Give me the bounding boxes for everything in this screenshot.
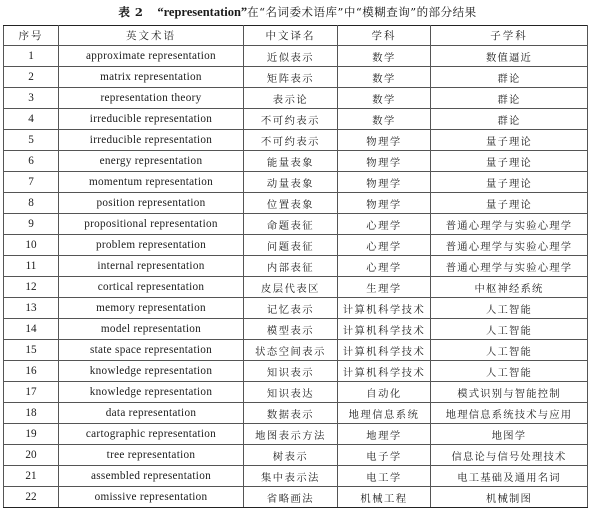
english-term-cell: memory representation bbox=[59, 298, 244, 319]
subject-cell: 生理学 bbox=[338, 277, 431, 298]
subfield-cell: 模式识别与智能控制 bbox=[431, 382, 588, 403]
table-row bbox=[4, 88, 588, 109]
subfield-cell: 普通心理学与实验心理学 bbox=[431, 256, 588, 277]
subject-cell: 电子学 bbox=[338, 445, 431, 466]
subject-cell: 心理学 bbox=[338, 235, 431, 256]
table-row bbox=[4, 130, 588, 151]
table-row bbox=[4, 403, 588, 424]
chinese-name-cell: 不可约表示 bbox=[244, 130, 338, 151]
results-table bbox=[3, 25, 588, 508]
header-english-term: 英文术语 bbox=[59, 26, 244, 46]
subject-cell: 计算机科学技术 bbox=[338, 319, 431, 340]
english-term-cell: propositional representation bbox=[59, 214, 244, 235]
subject-cell: 地理学 bbox=[338, 424, 431, 445]
header-index: 序号 bbox=[4, 26, 59, 46]
table-row bbox=[4, 214, 588, 235]
chinese-name-cell: 模型表示 bbox=[244, 319, 338, 340]
subfield-cell: 人工智能 bbox=[431, 361, 588, 382]
chinese-name-cell: 矩阵表示 bbox=[244, 67, 338, 88]
subfield-cell: 量子理论 bbox=[431, 151, 588, 172]
subject-cell: 物理学 bbox=[338, 193, 431, 214]
table-row bbox=[4, 361, 588, 382]
subfield-cell: 量子理论 bbox=[431, 130, 588, 151]
row-index-cell: 7 bbox=[4, 172, 59, 193]
subfield-cell: 普通心理学与实验心理学 bbox=[431, 214, 588, 235]
chinese-name-cell: 数据表示 bbox=[244, 403, 338, 424]
subject-cell: 物理学 bbox=[338, 172, 431, 193]
subject-cell: 机械工程 bbox=[338, 487, 431, 508]
header-chinese-name: 中文译名 bbox=[244, 26, 338, 46]
english-term-cell: data representation bbox=[59, 403, 244, 424]
english-term-cell: energy representation bbox=[59, 151, 244, 172]
table-row bbox=[4, 67, 588, 88]
chinese-name-cell: 内部表征 bbox=[244, 256, 338, 277]
row-index-cell: 2 bbox=[4, 67, 59, 88]
chinese-name-cell: 集中表示法 bbox=[244, 466, 338, 487]
table-row bbox=[4, 319, 588, 340]
table-row bbox=[4, 235, 588, 256]
table-body bbox=[4, 46, 588, 508]
table-row bbox=[4, 424, 588, 445]
row-index-cell: 3 bbox=[4, 88, 59, 109]
chinese-name-cell: 皮层代表区 bbox=[244, 277, 338, 298]
table-row bbox=[4, 193, 588, 214]
chinese-name-cell: 近似表示 bbox=[244, 46, 338, 67]
header-subject: 学科 bbox=[338, 26, 431, 46]
english-term-cell: cartographic representation bbox=[59, 424, 244, 445]
english-term-cell: tree representation bbox=[59, 445, 244, 466]
row-index-cell: 15 bbox=[4, 340, 59, 361]
row-index-cell: 10 bbox=[4, 235, 59, 256]
subject-cell: 物理学 bbox=[338, 130, 431, 151]
header-row bbox=[4, 26, 588, 46]
row-index-cell: 11 bbox=[4, 256, 59, 277]
row-index-cell: 13 bbox=[4, 298, 59, 319]
subfield-cell: 群论 bbox=[431, 67, 588, 88]
subject-cell: 数学 bbox=[338, 109, 431, 130]
chinese-name-cell: 状态空间表示 bbox=[244, 340, 338, 361]
chinese-name-cell: 位置表象 bbox=[244, 193, 338, 214]
row-index-cell: 4 bbox=[4, 109, 59, 130]
subject-cell: 心理学 bbox=[338, 214, 431, 235]
table-row bbox=[4, 340, 588, 361]
subject-cell: 数学 bbox=[338, 67, 431, 88]
subfield-cell: 数值逼近 bbox=[431, 46, 588, 67]
english-term-cell: matrix representation bbox=[59, 67, 244, 88]
english-term-cell: omissive representation bbox=[59, 487, 244, 508]
row-index-cell: 12 bbox=[4, 277, 59, 298]
table-row bbox=[4, 487, 588, 508]
subject-cell: 地理信息系统 bbox=[338, 403, 431, 424]
chinese-name-cell: 省略画法 bbox=[244, 487, 338, 508]
subfield-cell: 量子理论 bbox=[431, 193, 588, 214]
row-index-cell: 22 bbox=[4, 487, 59, 508]
row-index-cell: 5 bbox=[4, 130, 59, 151]
subject-cell: 物理学 bbox=[338, 151, 431, 172]
row-index-cell: 19 bbox=[4, 424, 59, 445]
table-row bbox=[4, 256, 588, 277]
caption-text: 在“名词委术语库”中“模糊查询”的部分结果 bbox=[247, 5, 477, 19]
english-term-cell: representation theory bbox=[59, 88, 244, 109]
subject-cell: 计算机科学技术 bbox=[338, 361, 431, 382]
english-term-cell: knowledge representation bbox=[59, 382, 244, 403]
row-index-cell: 6 bbox=[4, 151, 59, 172]
subfield-cell: 地理信息系统技术与应用 bbox=[431, 403, 588, 424]
table-row bbox=[4, 445, 588, 466]
row-index-cell: 14 bbox=[4, 319, 59, 340]
subfield-cell: 群论 bbox=[431, 109, 588, 130]
row-index-cell: 21 bbox=[4, 466, 59, 487]
subfield-cell: 机械制图 bbox=[431, 487, 588, 508]
subject-cell: 数学 bbox=[338, 88, 431, 109]
subfield-cell: 中枢神经系统 bbox=[431, 277, 588, 298]
subfield-cell: 普通心理学与实验心理学 bbox=[431, 235, 588, 256]
english-term-cell: irreducible representation bbox=[59, 130, 244, 151]
table-number: 表 2 bbox=[118, 5, 144, 19]
chinese-name-cell: 命题表征 bbox=[244, 214, 338, 235]
table-row bbox=[4, 277, 588, 298]
chinese-name-cell: 知识表示 bbox=[244, 361, 338, 382]
subfield-cell: 量子理论 bbox=[431, 172, 588, 193]
chinese-name-cell: 不可约表示 bbox=[244, 109, 338, 130]
table-caption bbox=[0, 2, 591, 22]
table-row bbox=[4, 151, 588, 172]
english-term-cell: state space representation bbox=[59, 340, 244, 361]
chinese-name-cell: 地图表示方法 bbox=[244, 424, 338, 445]
subject-cell: 计算机科学技术 bbox=[338, 340, 431, 361]
english-term-cell: position representation bbox=[59, 193, 244, 214]
subfield-cell: 群论 bbox=[431, 88, 588, 109]
table-row bbox=[4, 382, 588, 403]
subject-cell: 电工学 bbox=[338, 466, 431, 487]
caption-term: “representation” bbox=[157, 4, 248, 19]
row-index-cell: 18 bbox=[4, 403, 59, 424]
subfield-cell: 人工智能 bbox=[431, 298, 588, 319]
chinese-name-cell: 能量表象 bbox=[244, 151, 338, 172]
table-row bbox=[4, 298, 588, 319]
english-term-cell: assembled representation bbox=[59, 466, 244, 487]
subject-cell: 计算机科学技术 bbox=[338, 298, 431, 319]
english-term-cell: cortical representation bbox=[59, 277, 244, 298]
subfield-cell: 信息论与信号处理技术 bbox=[431, 445, 588, 466]
table-row bbox=[4, 172, 588, 193]
row-index-cell: 16 bbox=[4, 361, 59, 382]
header-subfield: 子学科 bbox=[431, 26, 588, 46]
subfield-cell: 人工智能 bbox=[431, 340, 588, 361]
subject-cell: 心理学 bbox=[338, 256, 431, 277]
english-term-cell: momentum representation bbox=[59, 172, 244, 193]
subfield-cell: 电工基础及通用名词 bbox=[431, 466, 588, 487]
english-term-cell: knowledge representation bbox=[59, 361, 244, 382]
chinese-name-cell: 表示论 bbox=[244, 88, 338, 109]
chinese-name-cell: 动量表象 bbox=[244, 172, 338, 193]
english-term-cell: model representation bbox=[59, 319, 244, 340]
row-index-cell: 8 bbox=[4, 193, 59, 214]
subfield-cell: 人工智能 bbox=[431, 319, 588, 340]
subject-cell: 数学 bbox=[338, 46, 431, 67]
row-index-cell: 17 bbox=[4, 382, 59, 403]
english-term-cell: irreducible representation bbox=[59, 109, 244, 130]
chinese-name-cell: 树表示 bbox=[244, 445, 338, 466]
row-index-cell: 9 bbox=[4, 214, 59, 235]
chinese-name-cell: 问题表征 bbox=[244, 235, 338, 256]
chinese-name-cell: 知识表达 bbox=[244, 382, 338, 403]
subfield-cell: 地图学 bbox=[431, 424, 588, 445]
english-term-cell: approximate representation bbox=[59, 46, 244, 67]
table-row bbox=[4, 46, 588, 67]
table-row bbox=[4, 466, 588, 487]
english-term-cell: internal representation bbox=[59, 256, 244, 277]
table-row bbox=[4, 109, 588, 130]
row-index-cell: 20 bbox=[4, 445, 59, 466]
chinese-name-cell: 记忆表示 bbox=[244, 298, 338, 319]
row-index-cell: 1 bbox=[4, 46, 59, 67]
subject-cell: 自动化 bbox=[338, 382, 431, 403]
english-term-cell: problem representation bbox=[59, 235, 244, 256]
